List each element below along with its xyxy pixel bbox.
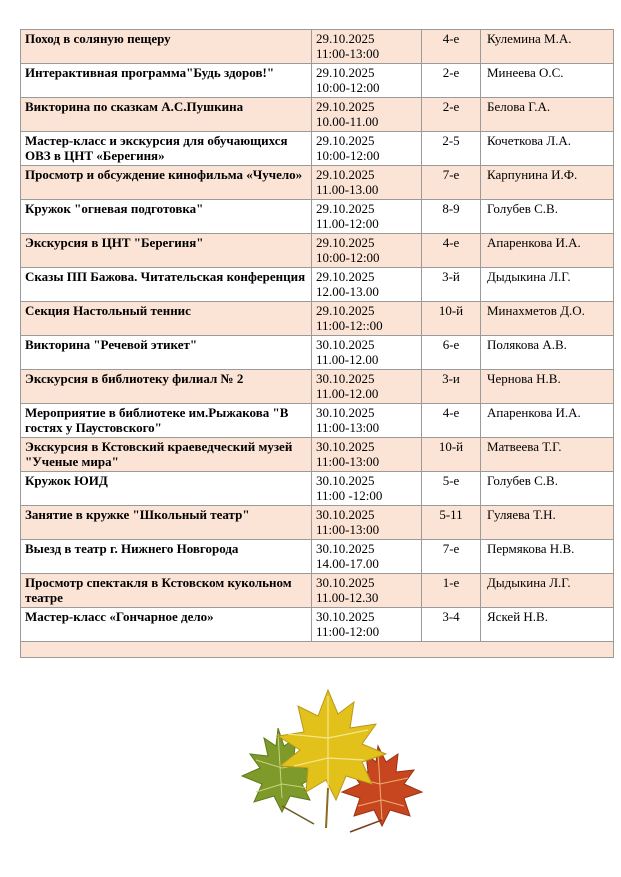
schedule-body <box>21 30 614 658</box>
event-name: Мероприятие в библиотеке им.Рыжакова "В гостях у Паустовского" <box>21 404 312 438</box>
event-datetime: 29.10.2025 10:00-12:00 <box>312 234 422 268</box>
table-row <box>21 608 614 642</box>
event-name: Просмотр спектакля в Кстовском кукольном театре <box>21 574 312 608</box>
event-datetime: 30.10.2025 11.00-12.00 <box>312 370 422 404</box>
leaf-stem <box>282 806 314 824</box>
table-row <box>21 64 614 98</box>
table-row <box>21 98 614 132</box>
event-name: Кружок ЮИД <box>21 472 312 506</box>
event-responsible: Минахметов Д.О. <box>481 302 614 336</box>
event-responsible: Матвеева Т.Г. <box>481 438 614 472</box>
event-grade: 3-4 <box>422 608 481 642</box>
event-datetime: 29.10.2025 11:00-12::00 <box>312 302 422 336</box>
table-row <box>21 540 614 574</box>
event-name: Экскурсия в Кстовский краеведческий музей "Ученые мира" <box>21 438 312 472</box>
schedule-table <box>20 29 614 658</box>
table-row <box>21 506 614 540</box>
event-name: Викторина по сказкам А.С.Пушкина <box>21 98 312 132</box>
event-datetime: 30.10.2025 11.00-12.30 <box>312 574 422 608</box>
event-grade: 5-е <box>422 472 481 506</box>
table-row <box>21 404 614 438</box>
event-name: Викторина "Речевой этикет" <box>21 336 312 370</box>
event-responsible: Кулемина М.А. <box>481 30 614 64</box>
event-datetime: 30.10.2025 11:00-13:00 <box>312 404 422 438</box>
event-responsible: Дыдыкина Л.Г. <box>481 268 614 302</box>
event-grade: 1-е <box>422 574 481 608</box>
event-name: Экскурсия в ЦНТ "Берегиня" <box>21 234 312 268</box>
event-grade: 2-5 <box>422 132 481 166</box>
event-responsible: Голубев С.В. <box>481 200 614 234</box>
event-grade: 10-й <box>422 438 481 472</box>
event-datetime: 30.10.2025 14.00-17.00 <box>312 540 422 574</box>
event-datetime: 30.10.2025 11:00-13:00 <box>312 438 422 472</box>
event-datetime: 29.10.2025 10:00-12:00 <box>312 132 422 166</box>
event-grade: 3-и <box>422 370 481 404</box>
event-grade: 5-11 <box>422 506 481 540</box>
leaf-stem <box>350 820 382 832</box>
event-responsible: Белова Г.А. <box>481 98 614 132</box>
table-row <box>21 200 614 234</box>
event-grade: 7-е <box>422 166 481 200</box>
event-grade: 6-е <box>422 336 481 370</box>
table-row <box>21 302 614 336</box>
event-responsible: Пермякова Н.В. <box>481 540 614 574</box>
event-name: Интерактивная программа"Будь здоров!" <box>21 64 312 98</box>
event-datetime: 29.10.2025 11:00-13:00 <box>312 30 422 64</box>
event-grade: 3-й <box>422 268 481 302</box>
table-row <box>21 370 614 404</box>
table-row <box>21 30 614 64</box>
event-name: Выезд в театр г. Нижнего Новгорода <box>21 540 312 574</box>
table-row <box>21 438 614 472</box>
event-responsible: Гуляева Т.Н. <box>481 506 614 540</box>
event-name: Мастер-класс и экскурсия для обучающихся ОВЗ в ЦНТ «Берегиня» <box>21 132 312 166</box>
event-grade: 4-е <box>422 30 481 64</box>
event-responsible: Голубев С.В. <box>481 472 614 506</box>
autumn-leaves-image <box>222 688 428 836</box>
table-footer-cell <box>21 642 614 658</box>
event-responsible: Кочеткова Л.А. <box>481 132 614 166</box>
table-row <box>21 166 614 200</box>
event-responsible: Дыдыкина Л.Г. <box>481 574 614 608</box>
event-name: Сказы ПП Бажова. Читательская конференция <box>21 268 312 302</box>
event-grade: 4-е <box>422 404 481 438</box>
table-row <box>21 132 614 166</box>
event-responsible: Карпунина И.Ф. <box>481 166 614 200</box>
event-responsible: Яскей Н.В. <box>481 608 614 642</box>
event-name: Занятие в кружке "Школьный театр" <box>21 506 312 540</box>
table-row <box>21 336 614 370</box>
event-datetime: 29.10.2025 11.00-12:00 <box>312 200 422 234</box>
leaf-stem <box>326 788 328 828</box>
event-datetime: 29.10.2025 12.00-13.00 <box>312 268 422 302</box>
event-responsible: Минеева О.С. <box>481 64 614 98</box>
event-responsible: Чернова Н.В. <box>481 370 614 404</box>
event-datetime: 30.10.2025 11:00-13:00 <box>312 506 422 540</box>
event-datetime: 29.10.2025 11.00-13.00 <box>312 166 422 200</box>
event-responsible: Полякова А.В. <box>481 336 614 370</box>
table-footer-row <box>21 642 614 658</box>
event-name: Экскурсия в библиотеку филиал № 2 <box>21 370 312 404</box>
event-responsible: Апаренкова И.А. <box>481 404 614 438</box>
event-name: Секция Настольный теннис <box>21 302 312 336</box>
table-row <box>21 234 614 268</box>
event-grade: 4-е <box>422 234 481 268</box>
event-grade: 7-е <box>422 540 481 574</box>
event-name: Поход в соляную пещеру <box>21 30 312 64</box>
event-name: Просмотр и обсуждение кинофильма «Чучело» <box>21 166 312 200</box>
table-row <box>21 472 614 506</box>
table-row <box>21 574 614 608</box>
event-datetime: 29.10.2025 10.00-11.00 <box>312 98 422 132</box>
event-grade: 2-е <box>422 64 481 98</box>
table-row <box>21 268 614 302</box>
event-datetime: 30.10.2025 11:00 -12:00 <box>312 472 422 506</box>
event-name: Кружок "огневая подготовка" <box>21 200 312 234</box>
event-datetime: 30.10.2025 11:00-12:00 <box>312 608 422 642</box>
event-responsible: Апаренкова И.А. <box>481 234 614 268</box>
event-datetime: 29.10.2025 10:00-12:00 <box>312 64 422 98</box>
event-grade: 2-е <box>422 98 481 132</box>
event-name: Мастер-класс «Гончарное дело» <box>21 608 312 642</box>
event-datetime: 30.10.2025 11.00-12.00 <box>312 336 422 370</box>
event-grade: 8-9 <box>422 200 481 234</box>
event-grade: 10-й <box>422 302 481 336</box>
